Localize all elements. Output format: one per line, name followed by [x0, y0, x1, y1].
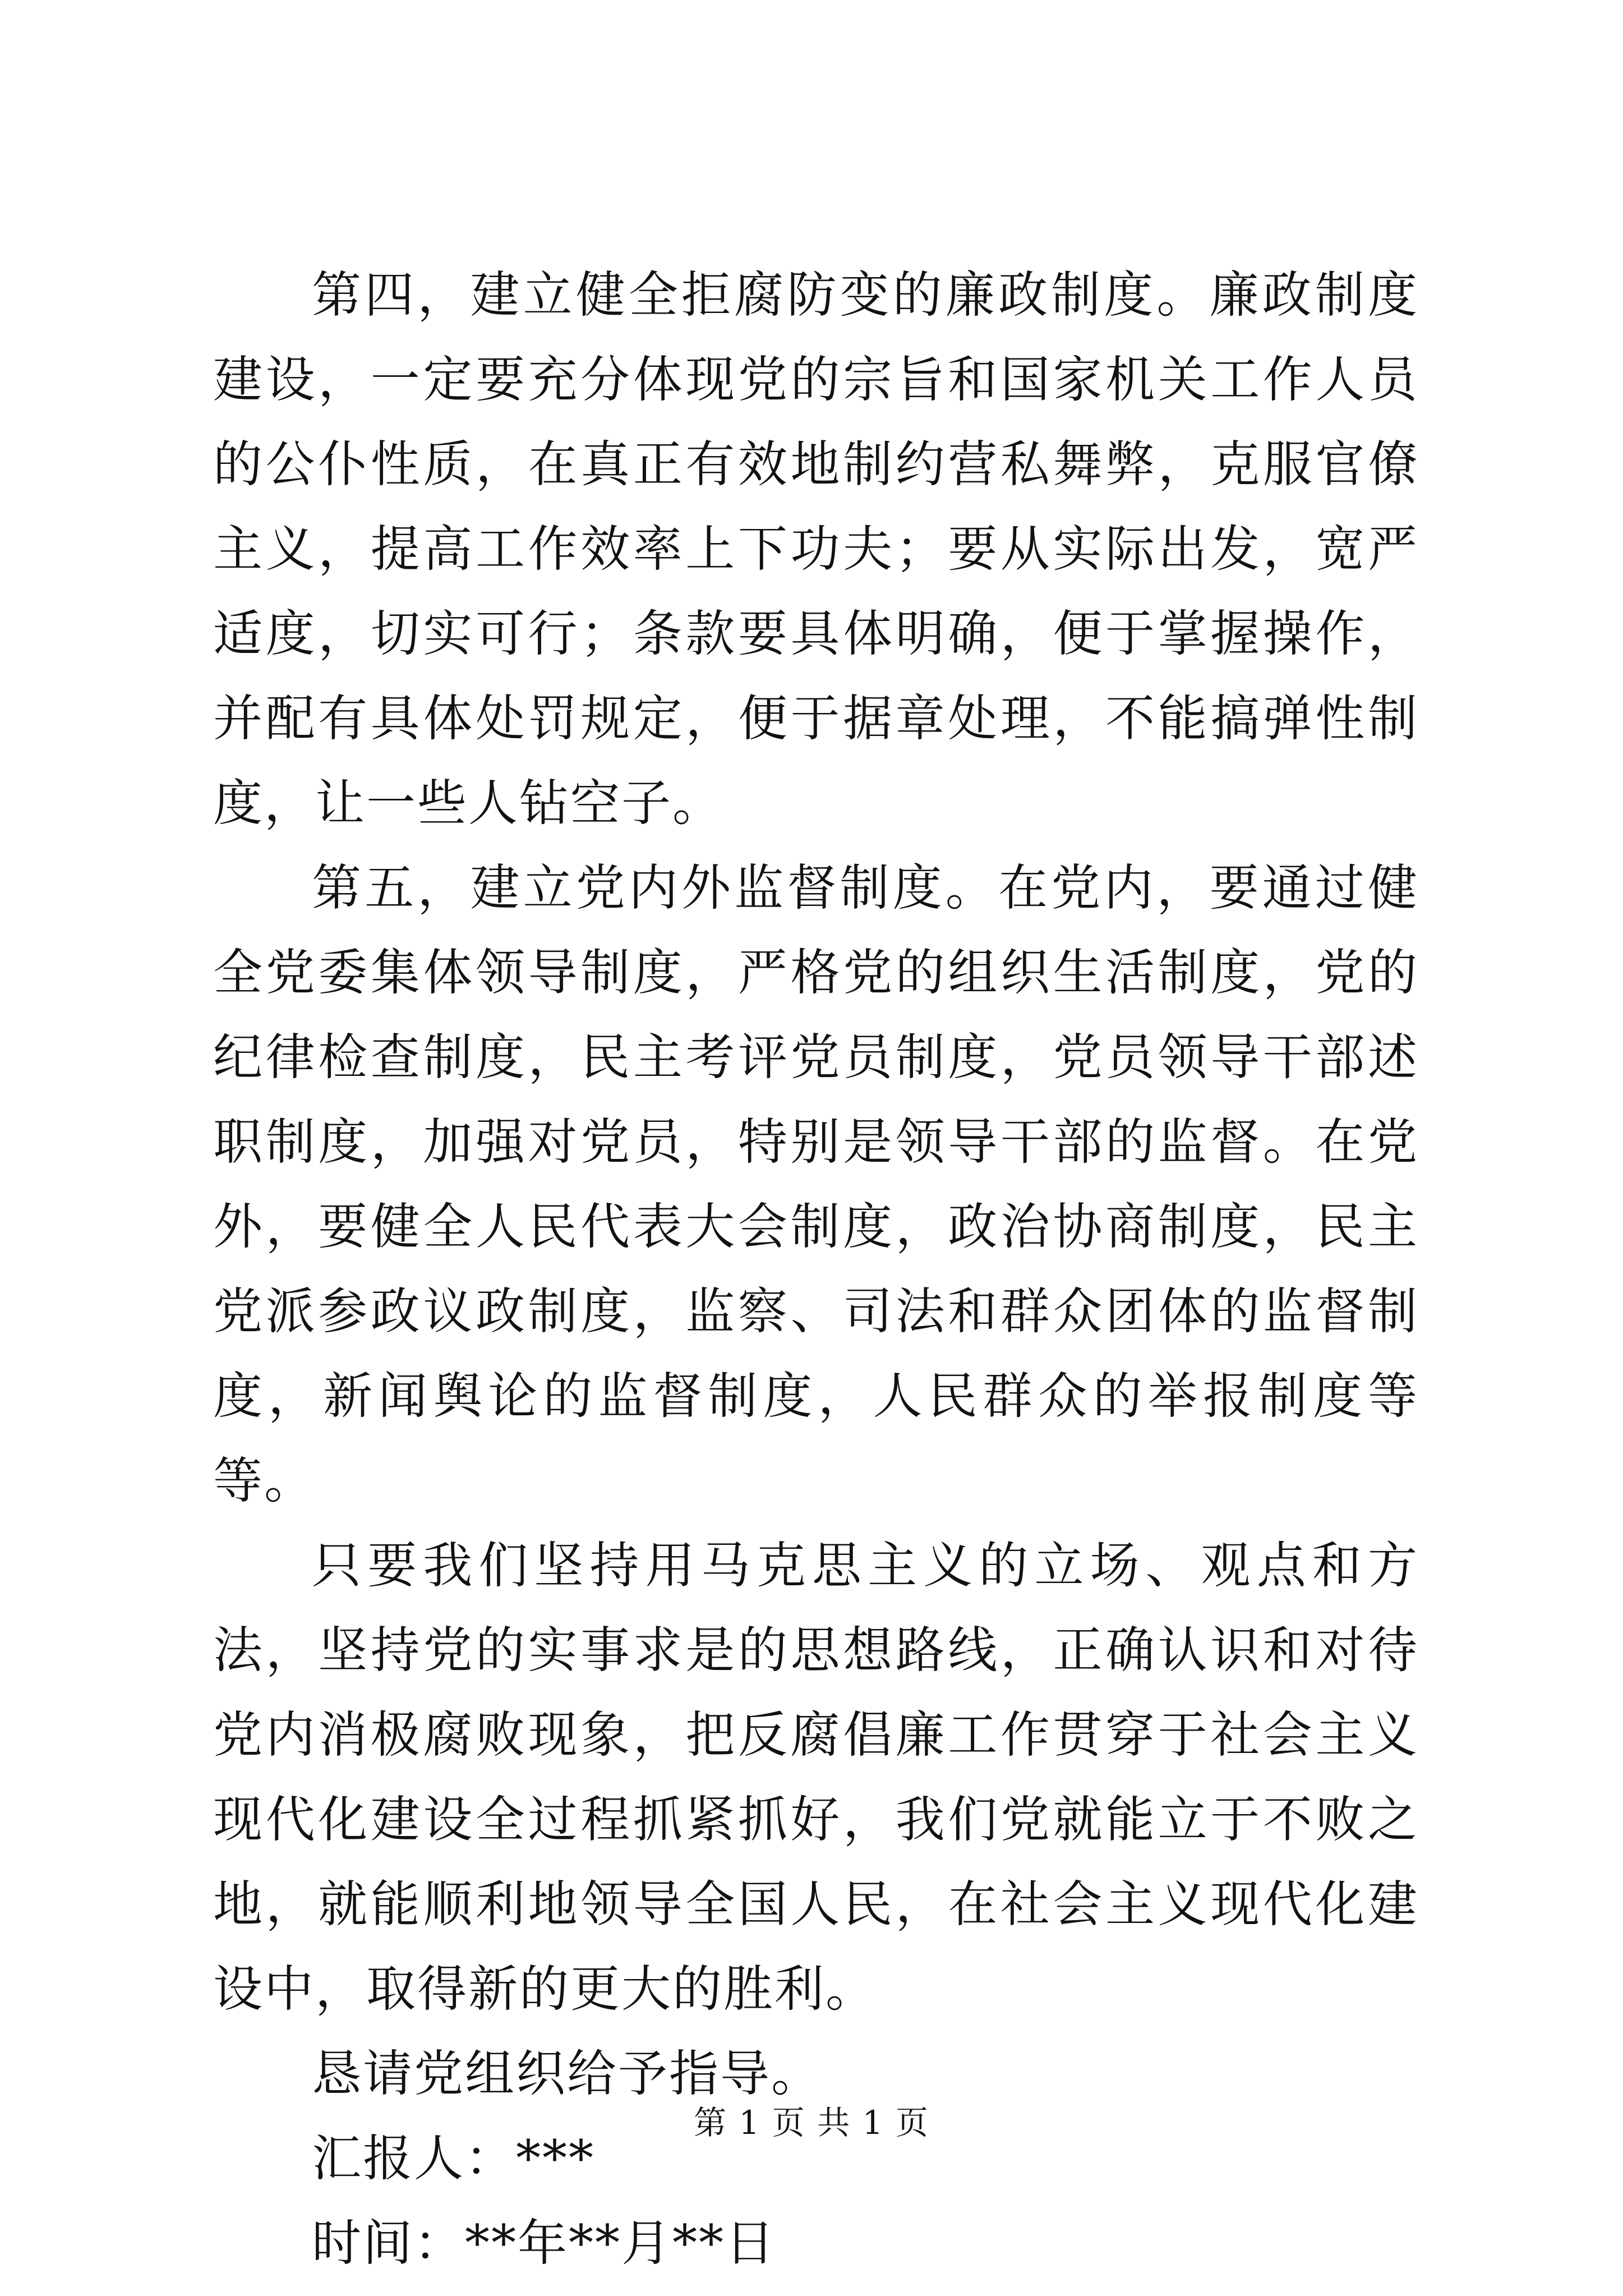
paragraph-conclusion: 只要我们坚持用马克思主义的立场、观点和方法，坚持党的实事求是的思想路线，正确认识和对待党内消极腐败现象，把反腐倡廉工作贯穿于社会主义现代化建设全过程抓紧抓好，我们党就能立于不败之地，就能顺利地领导全国人民，在社会主义现代化建设中，取得新的更大的胜利。 — [213, 1536, 1419, 2018]
closing-request: 恳请党组织给予指导。 — [312, 2045, 823, 2102]
paragraph-fourth-point: 第四，建立健全拒腐防变的廉政制度。廉政制度建设，一定要充分体现党的宗旨和国家机关工作人员的公仆性质，在真正有效地制约营私舞弊，克服官僚主义，提高工作效率上下功夫；要从实际出发，宽严适度，切实可行；条款要具体明确，便于掌握操作，并配有具体处罚规定，便于据章处理，不能搞弹性制度，让一些人钻空子。 — [213, 266, 1419, 832]
date-line: 时间：**年**月**日 — [312, 2214, 777, 2272]
reporter-line: 汇报人：*** — [312, 2129, 596, 2187]
document-body — [213, 252, 1419, 2285]
page-footer: 第 1 页 共 1 页 — [694, 2104, 929, 2142]
paragraph-fifth-point: 第五，建立党内外监督制度。在党内，要通过健全党委集体领导制度，严格党的组织生活制度，党的纪律检查制度，民主考评党员制度，党员领导干部述职制度，加强对党员，特别是领导干部的监督。在党外，要健全人民代表大会制度，政治协商制度，民主党派参政议政制度，监察、司法和群众团体的监督制度，新闻舆论的监督制度，人民群众的举报制度等等。 — [213, 859, 1419, 1510]
